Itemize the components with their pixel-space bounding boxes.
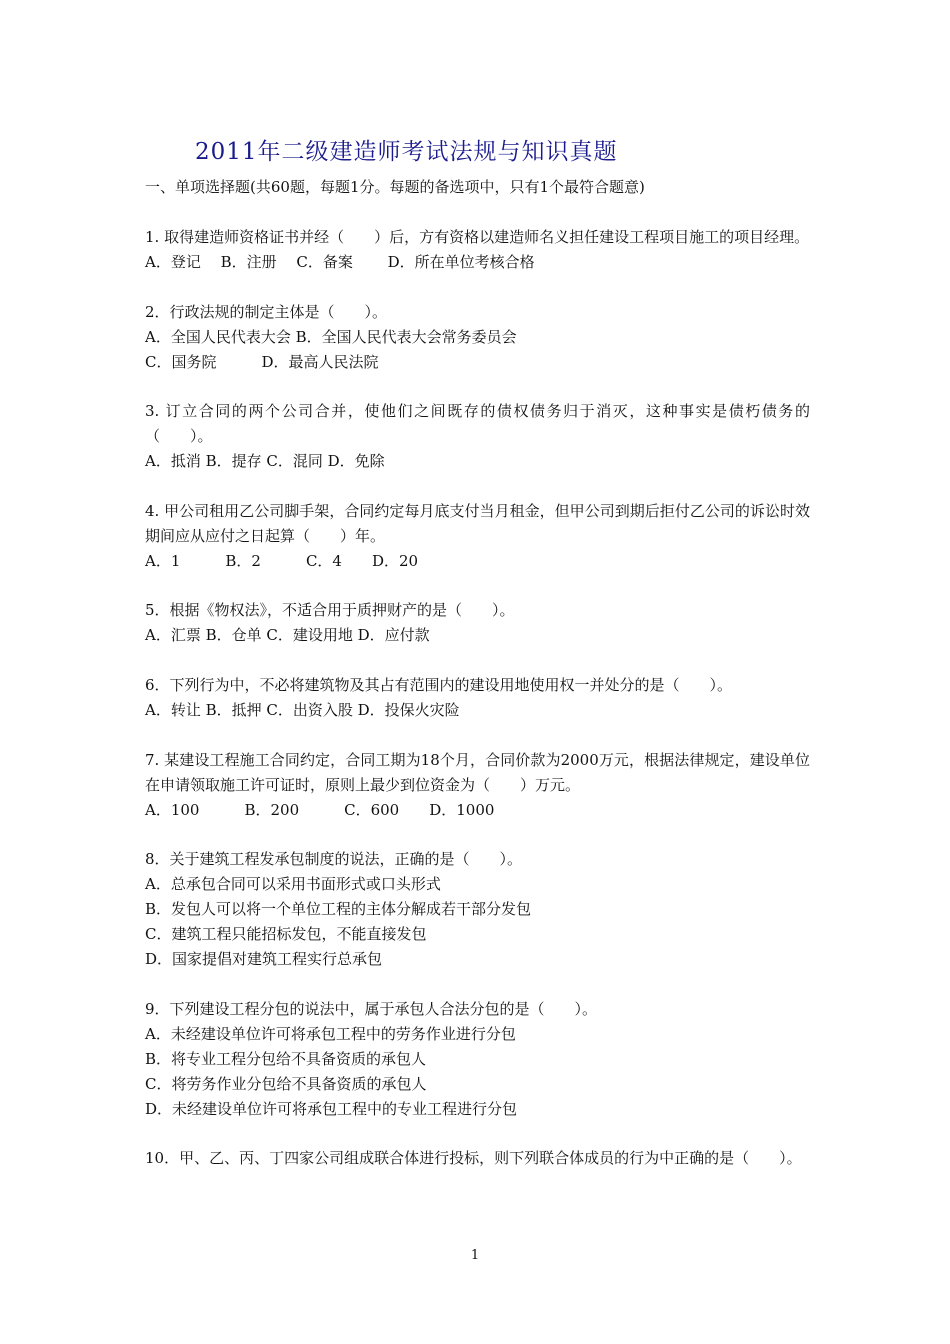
page-title: 2011年二级建造师考试法规与知识真题: [195, 139, 618, 165]
question-stem: 4. 甲公司租用乙公司脚手架，合同约定每月底支付当月租金，但甲公司到期后拒付乙公司的诉讼时效期间应从应付之日起算（ ）年。: [145, 501, 810, 545]
question-8: [145, 847, 810, 972]
question-6: [145, 673, 810, 723]
question-4: [145, 499, 810, 574]
question-stem: 2．行政法规的制定主体是（ ）。: [145, 302, 388, 321]
page-number: 1: [470, 1248, 480, 1263]
question-1: [145, 225, 810, 275]
question-stem: 5．根据《物权法》，不适合用于质押财产的是（ ）。: [145, 601, 515, 620]
question-stem: 9．下列建设工程分包的说法中，属于承包人合法分包的是（ ）。: [145, 999, 598, 1018]
option-line: A．登记 B．注册 C．备案 D．所在单位考核合格: [145, 253, 535, 271]
option-line: A．1 B．2 C．4 D．20: [145, 551, 419, 570]
option-line: A．总承包合同可以采用书面形式或口头形式: [145, 875, 441, 894]
option-line: C．国务院 D．最高人民法院: [145, 352, 379, 371]
question-stem: 10．甲、乙、丙、丁四家公司组成联合体进行投标，则下列联合体成员的行为中正确的是（ ）。: [145, 1149, 802, 1168]
option-line: A．未经建设单位许可将承包工程中的劳务作业进行分包: [145, 1024, 516, 1043]
question-9: [145, 997, 810, 1122]
question-5: [145, 598, 810, 648]
section-intro: 一、单项选择题(共60题，每题1分。每题的备选项中，只有1个最符合题意): [145, 178, 645, 196]
option-line: B．将专业工程分包给不具备资质的承包人: [145, 1049, 427, 1068]
question-7: [145, 748, 810, 823]
question-stem: 6．下列行为中，不必将建筑物及其占有范围内的建设用地使用权一并处分的是（ ）。: [145, 675, 733, 694]
option-line: A．抵消 B．提存 C．混同 D．免除: [145, 452, 385, 471]
question-stem: 1. 取得建造师资格证书并经（ ）后，方有资格以建造师名义担任建设工程项目施工的项目经理。: [145, 228, 810, 246]
option-line: C．将劳务作业分包给不具备资质的承包人: [145, 1074, 427, 1093]
question-3: [145, 399, 810, 474]
option-line: D．未经建设单位许可将承包工程中的专业工程进行分包: [145, 1099, 518, 1118]
question-stem: 8．关于建筑工程发承包制度的说法，正确的是（ ）。: [145, 850, 523, 869]
option-line: A．100 B．200 C．600 D．1000: [145, 800, 495, 819]
question-list: [145, 225, 810, 1196]
question-stem: 3. 订立合同的两个公司合并，使他们之间既存的债权债务归于消灭，这种事实是债朽债务的（ ）。: [145, 402, 810, 446]
option-line: B．发包人可以将一个单位工程的主体分解成若干部分发包: [145, 900, 532, 919]
option-line: D．国家提倡对建筑工程实行总承包: [145, 950, 383, 969]
question-10: [145, 1146, 810, 1171]
option-line: A．汇票 B．仓单 C．建设用地 D．应付款: [145, 626, 430, 645]
question-2: [145, 300, 810, 375]
option-line: A．全国人民代表大会 B．全国人民代表大会常务委员会: [145, 327, 517, 346]
option-line: A．转让 B．抵押 C．出资入股 D．投保火灾险: [145, 700, 460, 719]
option-line: C．建筑工程只能招标发包，不能直接发包: [145, 925, 427, 944]
question-stem: 7. 某建设工程施工合同约定，合同工期为18个月，合同价款为2000万元，根据法律规定，建设单位在申请领取施工许可证时，原则上最少到位资金为（ ）万元。: [145, 750, 810, 794]
